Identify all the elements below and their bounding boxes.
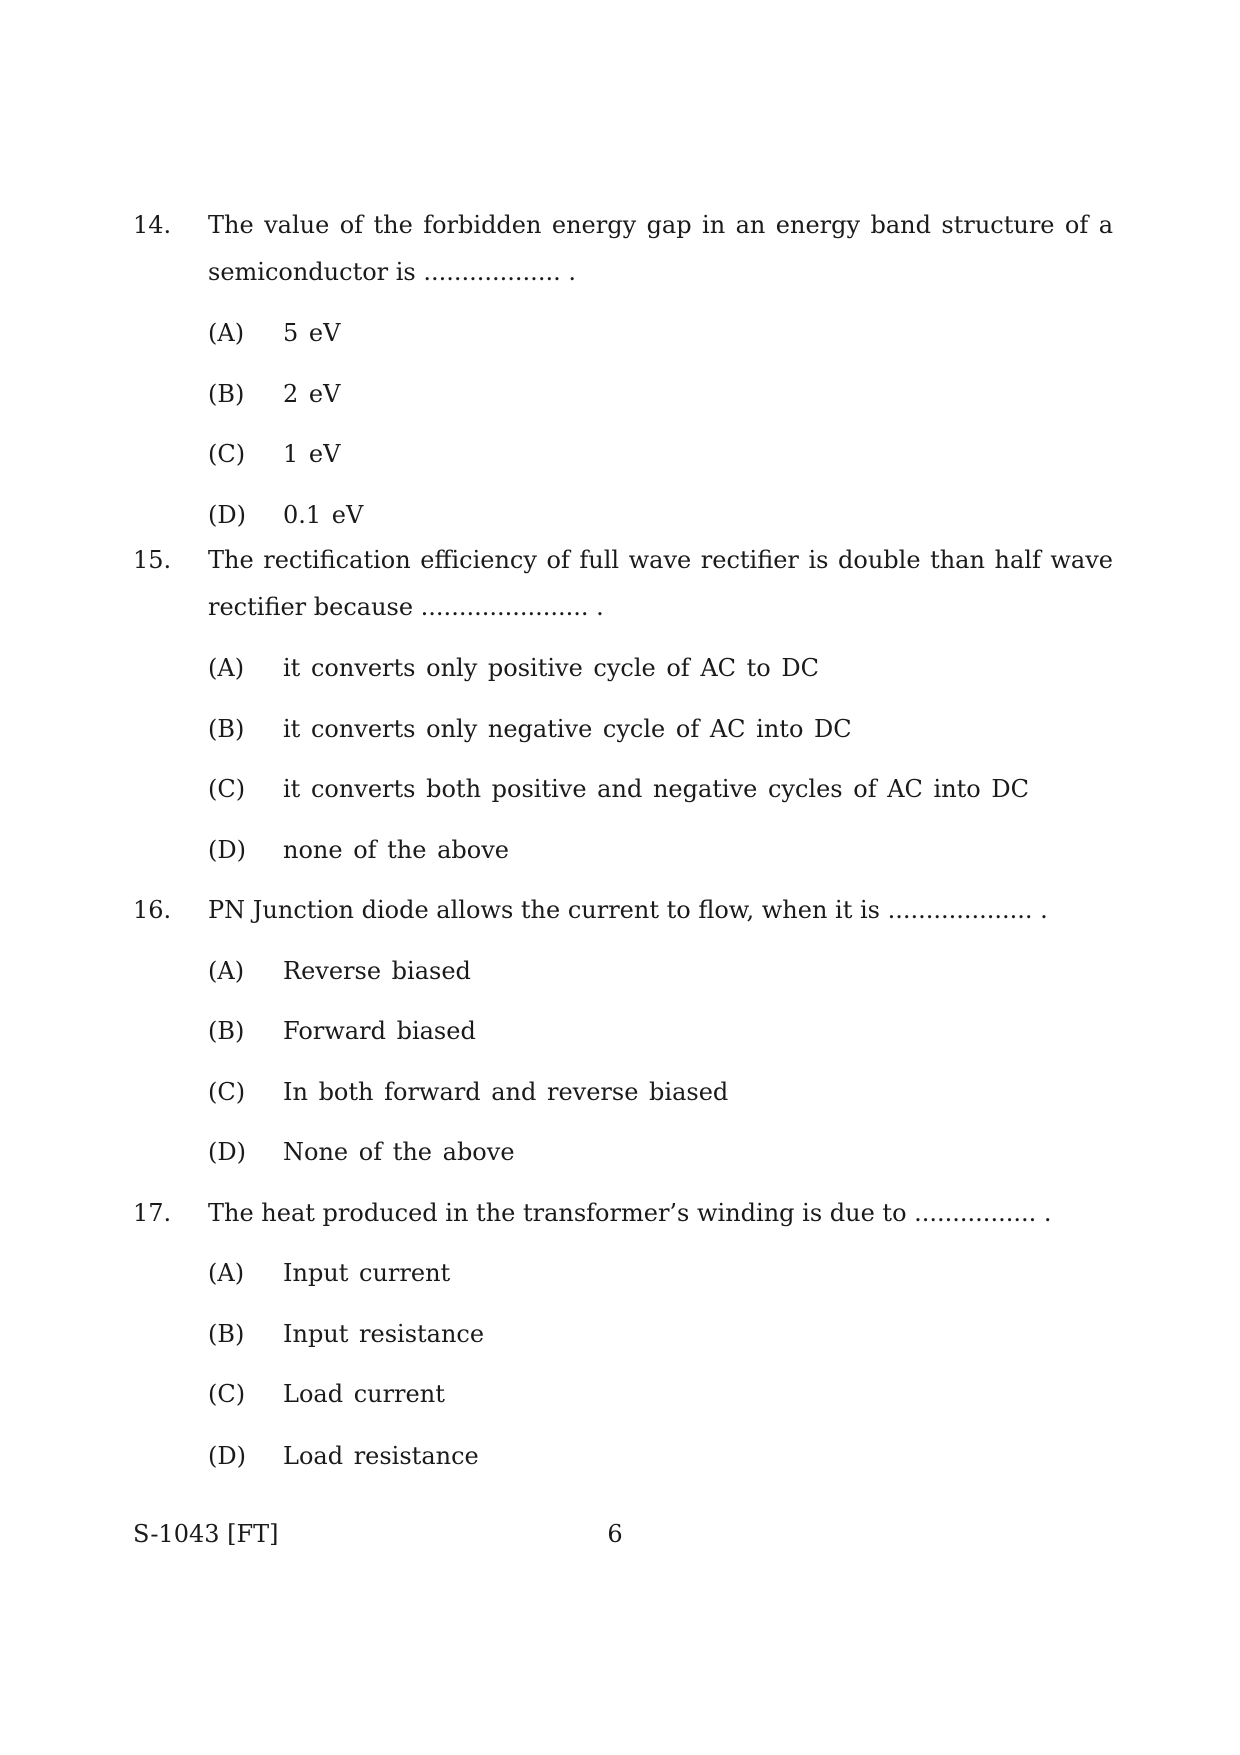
option-label: (D) bbox=[208, 1138, 246, 1166]
option-label: (D) bbox=[208, 836, 246, 864]
option-text: Load current bbox=[283, 1380, 445, 1408]
question-stem: The heat produced in the transformer’s winding is due to ................ . bbox=[208, 1199, 1052, 1227]
option-label: (D) bbox=[208, 501, 246, 529]
option-label: (C) bbox=[208, 1380, 246, 1408]
option-label: (C) bbox=[208, 1078, 246, 1106]
option-label: (A) bbox=[208, 319, 245, 347]
option-text: it converts both positive and negative cycles of AC into DC bbox=[283, 775, 1029, 803]
option-text: 2 eV bbox=[283, 380, 341, 408]
question-stem: PN Junction diode allows the current to flow, when it is ................... . bbox=[208, 896, 1048, 924]
option-text: Load resistance bbox=[283, 1442, 479, 1470]
option-label: (B) bbox=[208, 1320, 245, 1348]
option-label: (B) bbox=[208, 1017, 245, 1045]
page-number: 6 bbox=[607, 1520, 623, 1548]
option-label: (C) bbox=[208, 440, 246, 468]
option-label: (A) bbox=[208, 654, 245, 682]
option-text: it converts only negative cycle of AC into DC bbox=[283, 715, 852, 743]
option-text: Input resistance bbox=[283, 1320, 485, 1348]
question-stem: The value of the forbidden energy gap in an energy band structure of a bbox=[208, 211, 1113, 239]
option-label: (B) bbox=[208, 380, 245, 408]
paper-code: S-1043 [FT] bbox=[133, 1520, 279, 1548]
option-text: Input current bbox=[283, 1259, 451, 1287]
option-label: (D) bbox=[208, 1442, 246, 1470]
option-label: (B) bbox=[208, 715, 245, 743]
option-text: Reverse biased bbox=[283, 957, 471, 985]
option-label: (C) bbox=[208, 775, 246, 803]
question-number: 16. bbox=[133, 896, 172, 924]
option-text: it converts only positive cycle of AC to DC bbox=[283, 654, 819, 682]
option-label: (A) bbox=[208, 1259, 245, 1287]
question-stem-continued: rectifier because ...................... . bbox=[208, 593, 604, 621]
question-number: 17. bbox=[133, 1199, 172, 1227]
option-text: Forward biased bbox=[283, 1017, 476, 1045]
question-stem-continued: semiconductor is .................. . bbox=[208, 258, 576, 286]
option-text: None of the above bbox=[283, 1138, 515, 1166]
option-text: 5 eV bbox=[283, 319, 341, 347]
option-text: 1 eV bbox=[283, 440, 341, 468]
option-text: 0.1 eV bbox=[283, 501, 364, 529]
question-number: 15. bbox=[133, 546, 172, 574]
option-label: (A) bbox=[208, 957, 245, 985]
option-text: none of the above bbox=[283, 836, 509, 864]
question-stem: The rectification efficiency of full wave rectifier is double than half wave bbox=[208, 546, 1113, 574]
question-number: 14. bbox=[133, 211, 172, 239]
option-text: In both forward and reverse biased bbox=[283, 1078, 729, 1106]
